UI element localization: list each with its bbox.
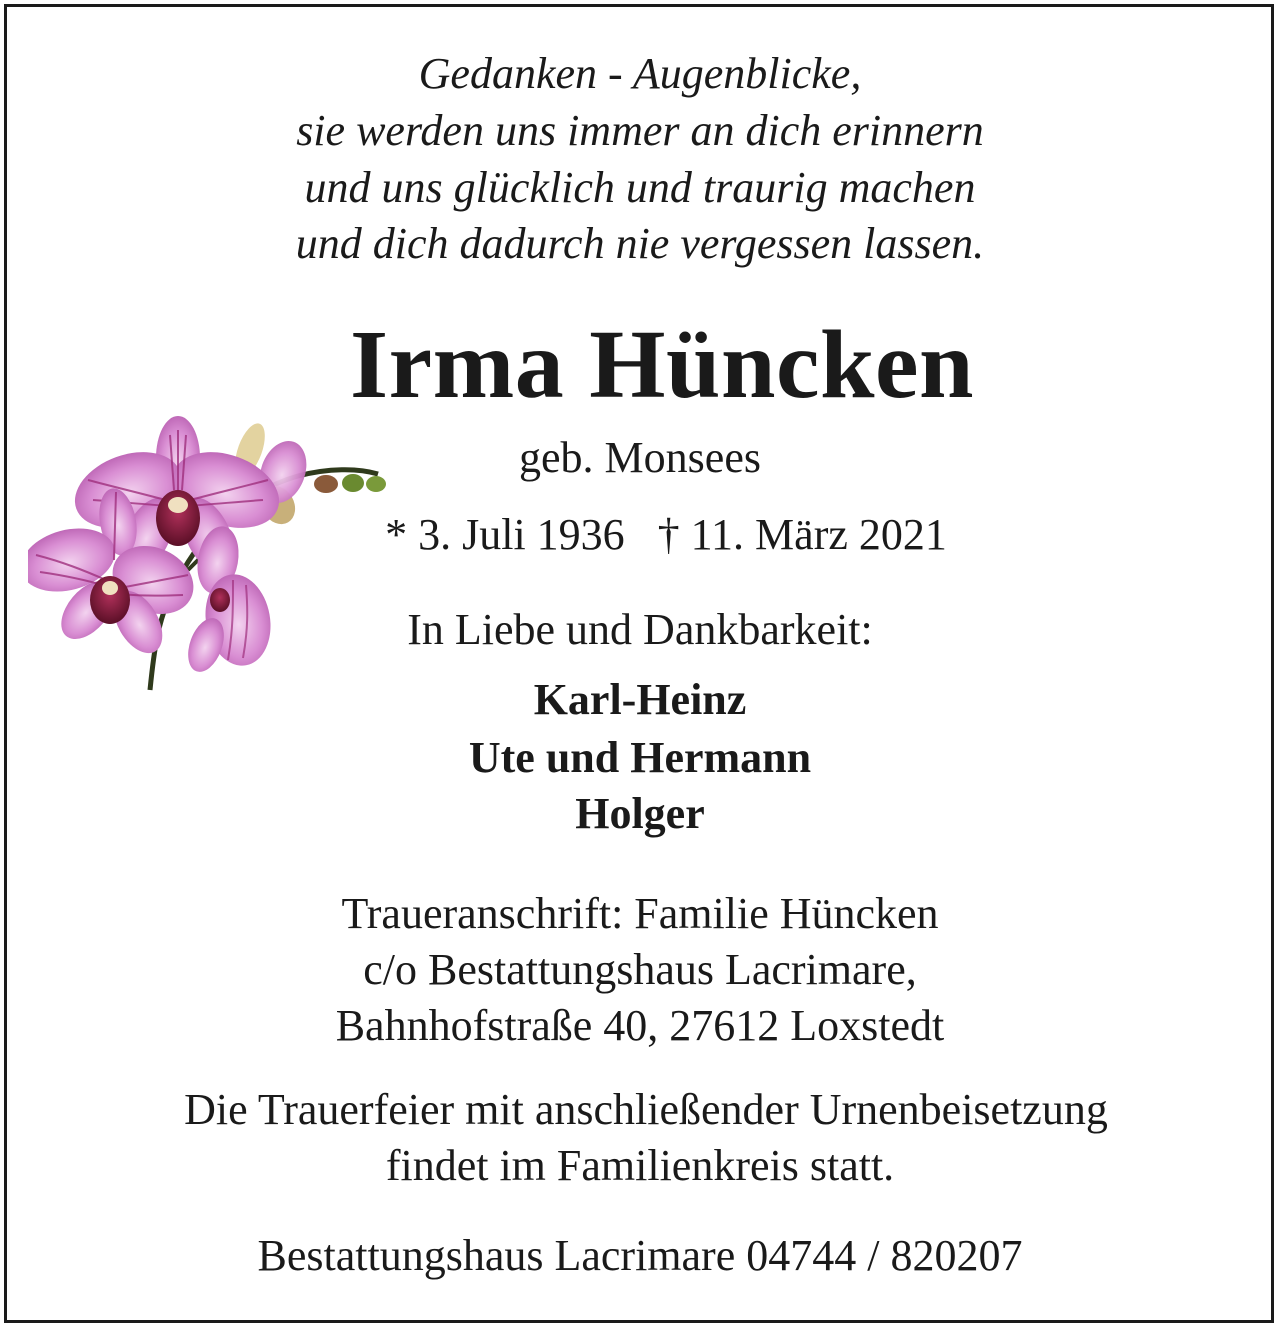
poem-line-1: Gedanken - Augenblicke,	[418, 49, 862, 98]
mourner-name-3: Holger	[575, 789, 705, 838]
maiden-name: geb. Monsees	[519, 433, 761, 482]
mourners-intro: In Liebe und Dankbarkeit:	[407, 605, 873, 654]
ceremony-line-2: findet im Familienkreis statt.	[385, 1141, 895, 1190]
deceased-name: Irma Hüncken	[349, 311, 974, 419]
ceremony-line-1: Die Trauerfeier mit anschließender Urnenbeisetzung	[184, 1085, 1108, 1134]
poem-line-3: und uns glücklich und traurig machen	[304, 163, 976, 212]
address-line-1: Traueranschrift: Familie Hüncken	[341, 889, 939, 938]
funeral-home-contact: Bestattungshaus Lacrimare 04744 / 820207	[257, 1231, 1023, 1280]
address-line-2: c/o Bestattungshaus Lacrimare,	[363, 945, 917, 994]
mourner-name-2: Ute und Hermann	[468, 733, 812, 782]
address-line-3: Bahnhofstraße 40, 27612 Loxstedt	[335, 1001, 945, 1050]
life-dates: * 3. Juli 1936 † 11. März 2021	[385, 510, 947, 559]
poem-line-2: sie werden uns immer an dich erinnern	[296, 106, 984, 155]
mourner-name-1: Karl-Heinz	[533, 675, 747, 724]
poem-line-4: und dich dadurch nie vergessen lassen.	[295, 219, 985, 268]
